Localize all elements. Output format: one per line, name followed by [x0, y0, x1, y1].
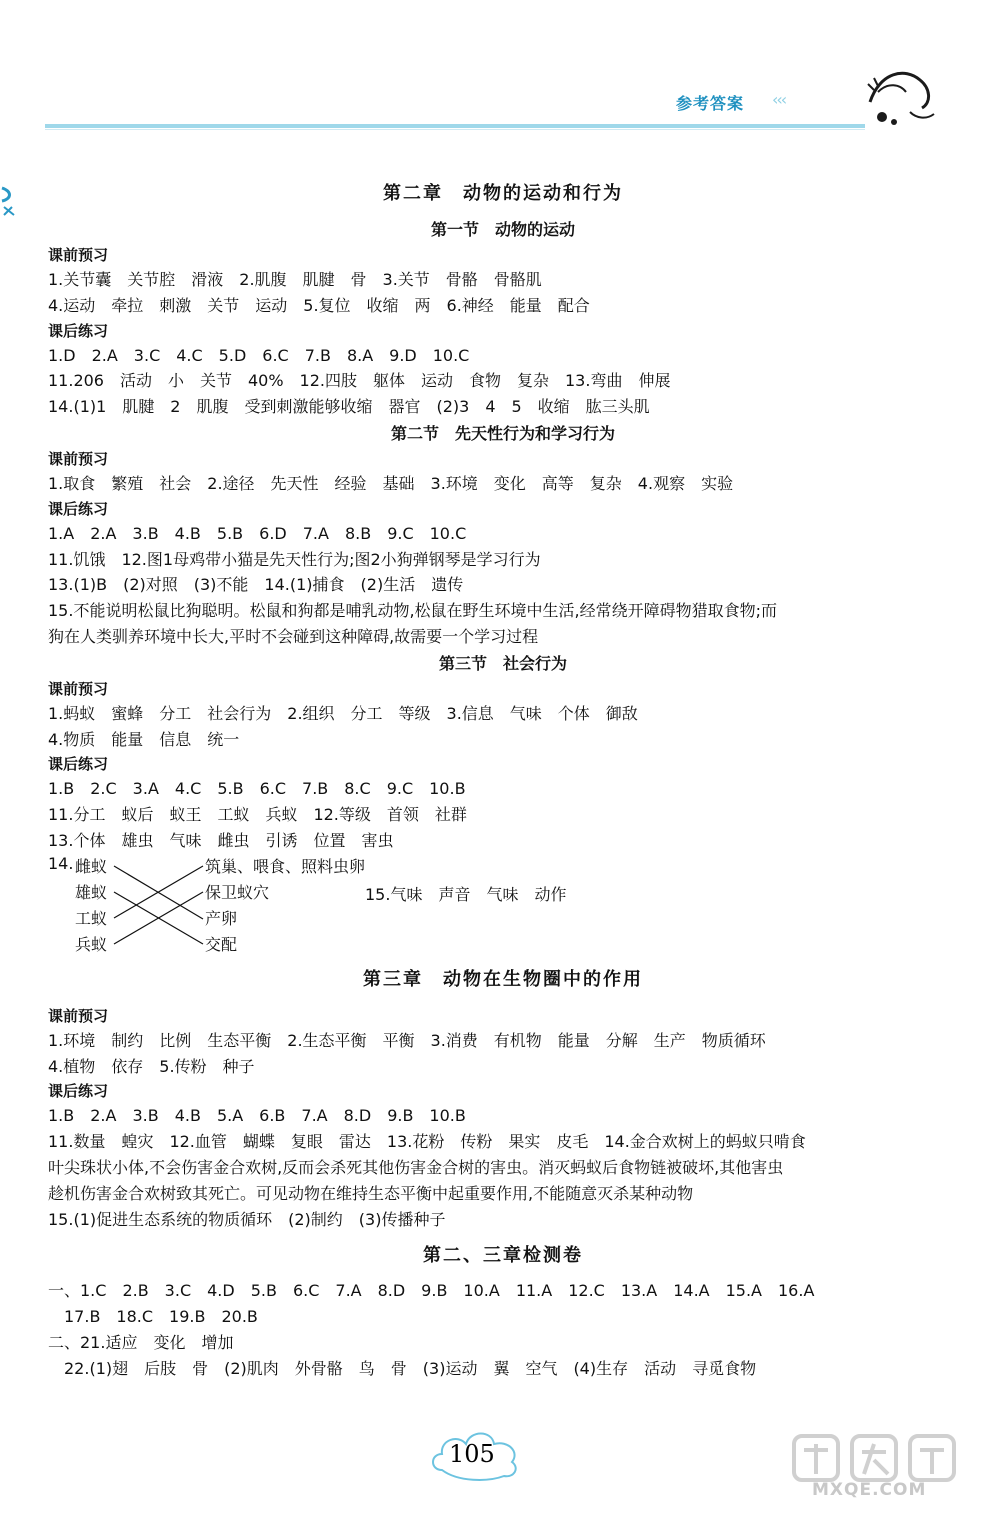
page-number: 105	[449, 1440, 495, 1468]
header-label: 参考答案	[676, 94, 745, 113]
s3-post-line: 1.B 2.C 3.A 4.C 5.B 6.C 7.B 8.C 9.C 10.B	[48, 779, 466, 799]
header-chevrons-icon: ‹‹‹	[772, 90, 786, 109]
s3-post-label: 课后练习	[48, 755, 109, 774]
section2-title: 第二节 先天性行为和学习行为	[390, 423, 615, 443]
match-left-item: 雌蚁	[75, 856, 108, 876]
match-left-item: 工蚁	[75, 908, 108, 928]
header-decoration-icon	[860, 62, 940, 132]
c3-pre-label: 课前预习	[48, 1006, 109, 1025]
s1-pre-line: 1.关节囊 关节腔 滑液 2.肌腹 肌腱 骨 3.关节 骨骼 骨骼肌	[48, 270, 542, 289]
chapter3-title: 第三章 动物在生物圈中的作用	[363, 968, 643, 990]
c3-post-line: 15.(1)促进生态系统的物质循环 (2)制约 (3)传播种子	[48, 1209, 446, 1229]
match-left-item: 兵蚁	[75, 934, 108, 954]
s3-post-line: 11.分工 蚁后 蚁王 工蚁 兵蚁 12.等级 首领 社群	[48, 805, 467, 825]
test-line: 22.(1)翅 后肢 骨 (2)肌肉 外骨骼 鸟 骨 (3)运动 翼 空气 (4)生存 活动 寻觅食物	[48, 1358, 757, 1378]
answer-15: 15.气味 声音 气味 动作	[365, 884, 567, 904]
watermark-text: MXQE.COM	[812, 1480, 927, 1500]
s1-pre-line: 4.运动 牵拉 刺激 关节 运动 5.复位 收缩 两 6.神经 能量 配合	[48, 295, 590, 315]
s2-post-line: 11.饥饿 12.图1母鸡带小猫是先天性行为;图2小狗弹钢琴是学习行为	[48, 549, 541, 569]
content-body	[48, 178, 958, 1382]
match-right-item: 保卫蚁穴	[205, 882, 270, 902]
s1-post-line: 1.D 2.A 3.C 4.C 5.D 6.C 7.B 8.A 9.D 10.C	[48, 345, 470, 365]
match-right-item: 产卵	[205, 908, 238, 928]
section3-title: 第三节 社会行为	[438, 653, 567, 673]
s1-post-label: 课后练习	[48, 321, 109, 340]
chapter2-title: 第二章 动物的运动和行为	[383, 183, 623, 204]
s1-pre-label: 课前预习	[48, 246, 109, 264]
c3-post-label: 课后练习	[48, 1082, 109, 1101]
test-line: 17.B 18.C 19.B 20.B	[48, 1307, 258, 1327]
test-line: 一、1.C 2.B 3.C 4.D 5.B 6.C 7.A 8.D 9.B 10.A 11.A 12.C 13.A 14.A 15.A 16.A	[48, 1281, 815, 1301]
c3-pre-line: 1.环境 制约 比例 生态平衡 2.生态平衡 平衡 3.消费 有机物 能量 分解 生产 物质循环	[48, 1030, 766, 1050]
section1-title: 第一节 动物的运动	[430, 220, 575, 239]
s2-post-line: 狗在人类驯养环境中长大,平时不会碰到这种障碍,故需要一个学习过程	[48, 626, 539, 646]
s1-post-line: 14.(1)1 肌腱 2 肌腹 受到刺激能够收缩 器官 (2)3 4 5 收缩 肱三头肌	[48, 397, 650, 417]
test-title: 第二、三章检测卷	[423, 1245, 583, 1267]
test-line: 二、21.适应 变化 增加	[48, 1332, 234, 1352]
s3-pre-line: 1.蚂蚁 蜜蜂 分工 社会行为 2.组织 分工 等级 3.信息 气味 个体 御敌	[48, 703, 638, 723]
s3-post-line: 13.个体 雄虫 气味 雌虫 引诱 位置 害虫	[48, 830, 394, 850]
c3-pre-line: 4.植物 依存 5.传粉 种子	[48, 1056, 255, 1076]
s1-post-line: 11.206 活动 小 关节 40% 12.四肢 躯体 运动 食物 复杂 13.弯曲 伸展	[48, 371, 671, 391]
c3-post-line: 叶尖珠状小体,不会伤害金合欢树,反而会杀死其他伤害金合树的害虫。消灭蚂蚁后食物链被破坏,其他害虫	[48, 1157, 784, 1177]
header-rule	[45, 124, 865, 128]
s2-pre-label: 课前预习	[48, 449, 109, 468]
s3-pre-label: 课前预习	[48, 679, 109, 698]
s2-pre-line: 1.取食 繁殖 社会 2.途径 先天性 经验 基础 3.环境 变化 高等 复杂 4.观察 实验	[48, 473, 734, 493]
match-number: 14.	[48, 853, 74, 873]
match-right-item: 筑巢、喂食、照料虫卵	[205, 856, 366, 876]
match-right-item: 交配	[205, 934, 238, 954]
s2-post-line: 15.不能说明松鼠比狗聪明。松鼠和狗都是哺乳动物,松鼠在野生环境中生活,经常绕开障碍物猎取食物;而	[48, 601, 778, 621]
margin-mark-icon	[0, 183, 20, 223]
s3-pre-line: 4.物质 能量 信息 统一	[48, 729, 240, 749]
c3-post-line: 趁机伤害金合欢树致其死亡。可见动物在维持生态平衡中起重要作用,不能随意灭杀某种动物	[48, 1183, 694, 1203]
s2-post-label: 课后练习	[48, 499, 109, 518]
c3-post-line: 1.B 2.A 3.B 4.B 5.A 6.B 7.A 8.D 9.B 10.B	[48, 1106, 466, 1126]
header-rule-thin	[45, 129, 865, 130]
s2-post-line: 13.(1)B (2)对照 (3)不能 14.(1)捕食 (2)生活 遗传	[48, 575, 464, 595]
matching-diagram	[48, 854, 958, 958]
s2-post-line: 1.A 2.A 3.B 4.B 5.B 6.D 7.A 8.B 9.C 10.C	[48, 523, 467, 543]
c3-post-line: 11.数量 蝗灾 12.血管 蝴蝶 复眼 雷达 13.花粉 传粉 果实 皮毛 14.金合欢树上的蚂蚁只啃食	[48, 1132, 806, 1152]
match-left-item: 雄蚁	[75, 882, 108, 902]
